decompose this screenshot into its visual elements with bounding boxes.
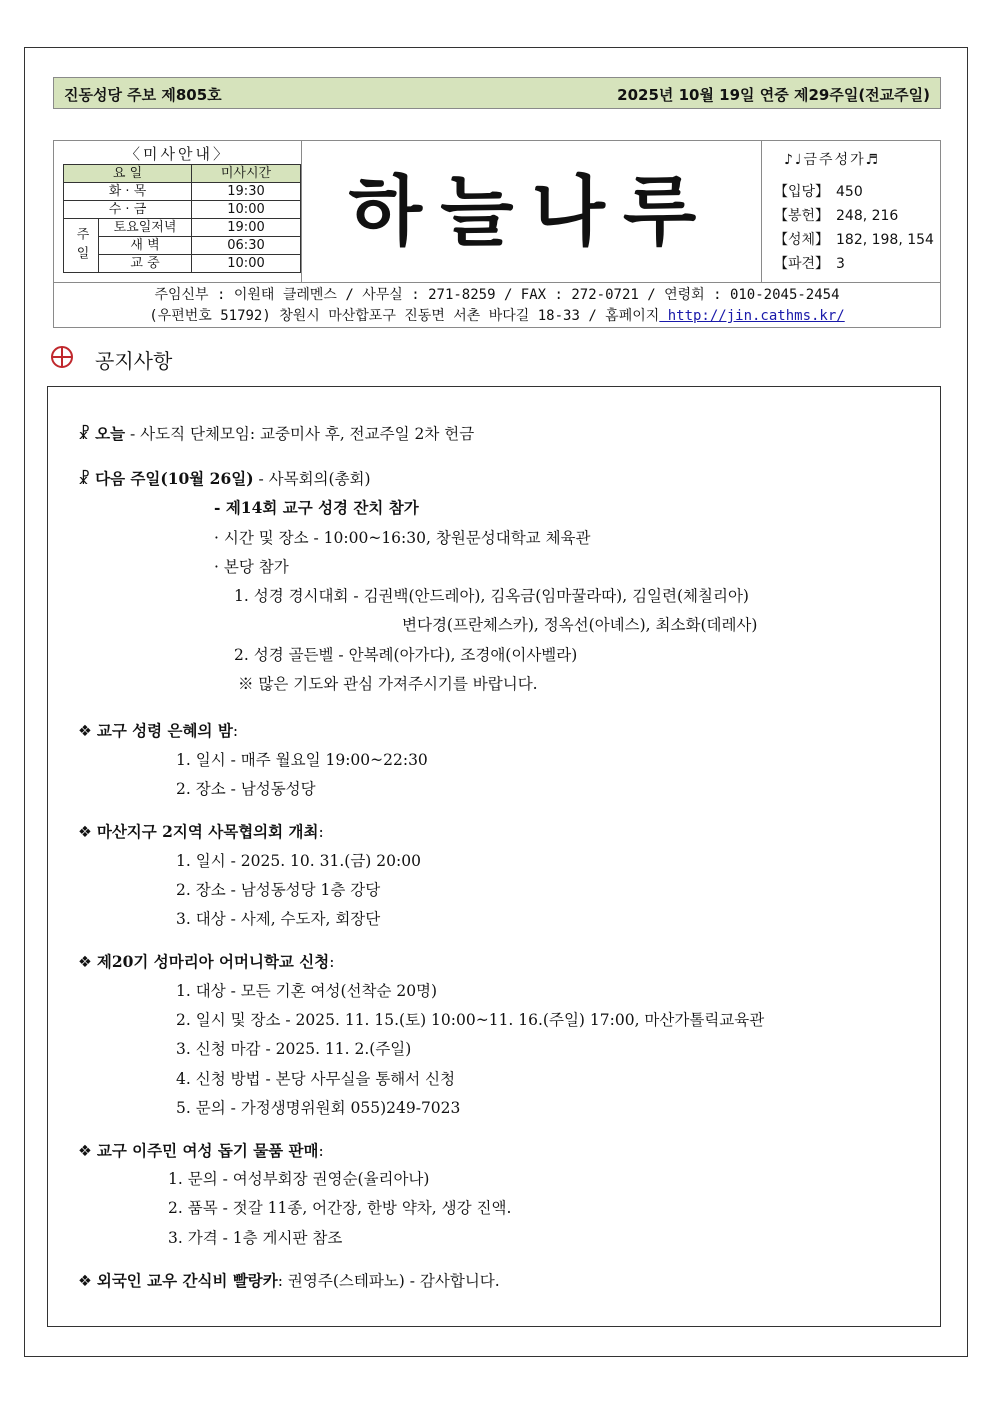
cross-circle-icon — [50, 345, 74, 369]
next-item: 2. 성경 골든벨 - 안복례(아가다), 조경애(이사벨라) — [234, 646, 578, 664]
section-title: ❖ 제20기 성마리아 어머니학교 신청: — [78, 952, 335, 971]
section-title: ❖ 마산지구 2지역 사목협의회 개최: — [78, 822, 324, 841]
list-item: 3. 가격 - 1층 게시판 참조 — [168, 1229, 343, 1247]
mass-day: 화 · 목 — [64, 183, 192, 201]
hymn-item: 【파견】 3 — [774, 256, 845, 272]
mass-row — [64, 255, 301, 273]
mass-table — [63, 164, 301, 273]
list-item: 3. 대상 - 사제, 수도자, 회장단 — [176, 910, 381, 928]
bulletin-header — [53, 140, 941, 328]
list-item: 2. 장소 - 남성동성당 1층 강당 — [176, 881, 381, 899]
parish-info — [54, 282, 940, 328]
mass-day: 교 중 — [99, 255, 192, 273]
section-title: ❖ 교구 이주민 여성 돕기 물품 판매: — [78, 1141, 324, 1160]
next-item: 변다경(프란체스카), 정옥선(아녜스), 최소화(데레사) — [402, 616, 758, 634]
mass-time: 19:30 — [192, 183, 301, 201]
bulletin-logo: 하늘나루 — [302, 141, 762, 282]
next-subtitle: - 제14회 교구 성경 잔치 참가 — [214, 498, 419, 517]
mass-row — [64, 237, 301, 255]
mass-time: 10:00 — [192, 255, 301, 273]
mass-day: 토요일저녁 — [99, 219, 192, 237]
parish-contact: 주임신부 : 이원태 클레멘스 / 사무실 : 271-8259 / FAX : 272-0721 / 연령회 : 010-2045-2454 — [154, 287, 840, 303]
parish-address: (우편번호 51792) 창원시 마산합포구 진동면 서촌 바다길 18-33 / 홈페이지 http://jin.cathms.kr/ — [149, 308, 845, 324]
next-sub-line: · 본당 참가 — [214, 558, 289, 576]
mass-day: 수 · 금 — [64, 201, 192, 219]
list-item: 2. 일시 및 장소 - 2025. 11. 15.(토) 10:00~11. 16.(주일) 17:00, 마산가톨릭교육관 — [176, 1011, 765, 1029]
bulletin-number: 진동성당 주보 제805호 — [64, 86, 222, 104]
next-note: ※ 많은 기도와 관심 가져주시기를 바랍니다. — [238, 675, 538, 693]
list-item: 1. 일시 - 매주 월요일 19:00~22:30 — [176, 751, 428, 769]
bulletin-date: 2025년 10월 19일 연중 제29주일(전교주일) — [617, 86, 930, 104]
list-item: 1. 일시 - 2025. 10. 31.(금) 20:00 — [176, 852, 421, 870]
list-item: 2. 품목 - 젓갈 11종, 어간장, 한방 약차, 생강 진액. — [168, 1199, 512, 1217]
homepage-link[interactable]: http://jin.cathms.kr/ — [659, 308, 845, 324]
list-item: 1. 문의 - 여성부회장 권영순(율리아나) — [168, 1170, 430, 1188]
mass-time: 10:00 — [192, 201, 301, 219]
mass-row — [64, 201, 301, 219]
list-item: 2. 장소 - 남성동성당 — [176, 780, 316, 798]
mass-day: 새 벽 — [99, 237, 192, 255]
hymn-item: 【봉헌】 248, 216 — [774, 208, 899, 224]
mass-schedule-title: 〈미사안내〉 — [125, 145, 231, 163]
section-title: ❖ 외국인 교우 간식비 빨랑카: 권영주(스테파노) - 감사합니다. — [78, 1271, 500, 1290]
hymn-item: 【성체】 182, 198, 154 — [774, 232, 934, 248]
section-title: ❖ 교구 성령 은혜의 밤: — [78, 721, 239, 740]
col-time: 미사시간 — [192, 165, 301, 183]
notice-box — [47, 386, 941, 1327]
next-item: 1. 성경 경시대회 - 김권백(안드레아), 김옥금(임마꿀라따), 김일련(체칠리아) — [234, 587, 749, 605]
next-sub-line: · 시간 및 장소 - 10:00~16:30, 창원문성대학교 체육관 — [214, 529, 591, 547]
bulletin-topbar — [53, 77, 941, 109]
mass-time: 06:30 — [192, 237, 301, 255]
mass-schedule — [54, 141, 302, 282]
notice-today: ☧ 오늘 - 사도직 단체모임: 교중미사 후, 전교주일 2차 헌금 — [78, 424, 475, 443]
notice-title: 공지사항 — [95, 349, 173, 373]
notice-next-sunday: ☧ 다음 주일(10월 26일) - 사목회의(총회) — [78, 469, 371, 488]
list-item: 3. 신청 마감 - 2025. 11. 2.(주일) — [176, 1040, 412, 1058]
list-item: 1. 대상 - 모든 기혼 여성(선착순 20명) — [176, 982, 438, 1000]
hymn-title: ♪♩금주성가♬ — [784, 152, 881, 168]
mass-row — [64, 183, 301, 201]
sunday-label: 주일 — [64, 219, 99, 273]
list-item: 5. 문의 - 가정생명위원회 055)249-7023 — [176, 1099, 461, 1117]
hymn-list — [762, 141, 940, 282]
mass-row — [64, 219, 301, 237]
mass-time: 19:00 — [192, 219, 301, 237]
hymn-item: 【입당】 450 — [774, 184, 863, 200]
list-item: 4. 신청 방법 - 본당 사무실을 통해서 신청 — [176, 1070, 456, 1088]
col-day: 요 일 — [64, 165, 192, 183]
